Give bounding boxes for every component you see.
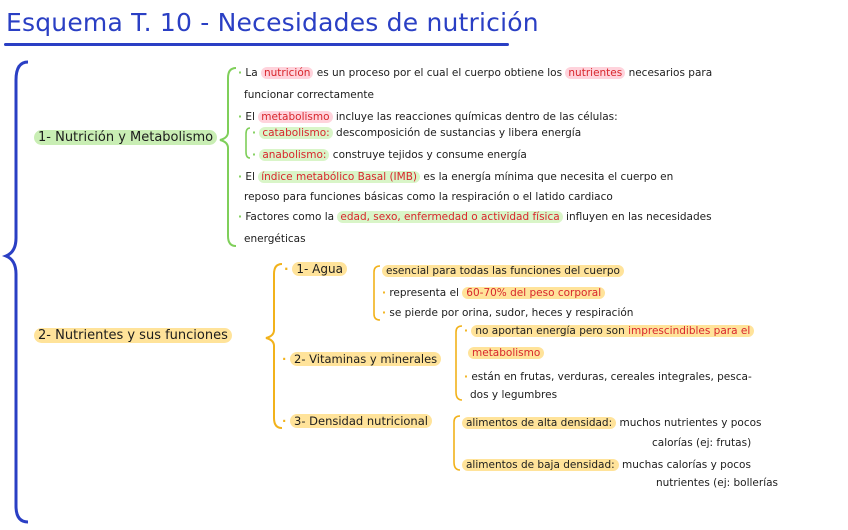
density-label: · 3- Densidad nutricional	[282, 414, 432, 428]
s1-item-anabolism: · anabolismo: construye tejidos y consume energía	[252, 149, 527, 161]
vitamins-line-1-cont: metabolismo	[468, 346, 544, 360]
density-low-cont: nutrientes (ej: bollerías	[656, 477, 779, 489]
vitamins-label: · 2- Vitaminas y minerales	[282, 352, 441, 366]
vitamins-line-1: · no aportan energía pero son imprescindibles para el	[464, 324, 754, 338]
vitamins-line-2-cont: dos y legumbres	[470, 389, 558, 401]
water-line-2: · representa el 60-70% del peso corporal	[382, 286, 605, 300]
water-line-1: esencial para todas las funciones del cuerpo	[382, 264, 624, 278]
section2-label: 2- Nutrientes y sus funciones	[34, 328, 232, 343]
water-label: · 1- Agua	[284, 262, 347, 276]
s1-item-1: · La nutrición es un proceso por el cual el cuerpo obtiene los nutrientes necesarios para	[238, 67, 713, 79]
s1-item-imb-cont: reposo para funciones básicas como la respiración o el latido cardiaco	[244, 191, 613, 203]
density-high-cont: calorías (ej: frutas)	[652, 437, 752, 449]
water-line-3: · se pierde por orina, sudor, heces y respiración	[382, 307, 634, 319]
s1-item-2: · El metabolismo incluye las reacciones químicas dentro de las células:	[238, 111, 618, 123]
section1-label: 1- Nutrición y Metabolismo	[34, 130, 217, 145]
density-high: alimentos de alta densidad: muchos nutrientes y pocos	[462, 416, 762, 430]
s1-item-catabolism: · catabolismo: descomposición de sustancias y libera energía	[252, 127, 582, 139]
s1-item-factors-cont: energéticas	[244, 233, 306, 245]
vitamins-line-2: · están en frutas, verduras, cereales integrales, pesca-	[464, 371, 752, 383]
s1-item-factors: · Factores como la edad, sexo, enfermedad o actividad física influyen en las necesidades	[238, 211, 712, 223]
s1-item-1-cont: funcionar correctamente	[244, 89, 374, 101]
page-title: Esquema T. 10 - Necesidades de nutrición	[6, 8, 539, 37]
density-low: alimentos de baja densidad: muchas calorías y pocos	[462, 458, 751, 472]
s1-item-imb: · El índice metabólico Basal (IMB) es la energía mínima que necesita el cuerpo en	[238, 171, 674, 183]
